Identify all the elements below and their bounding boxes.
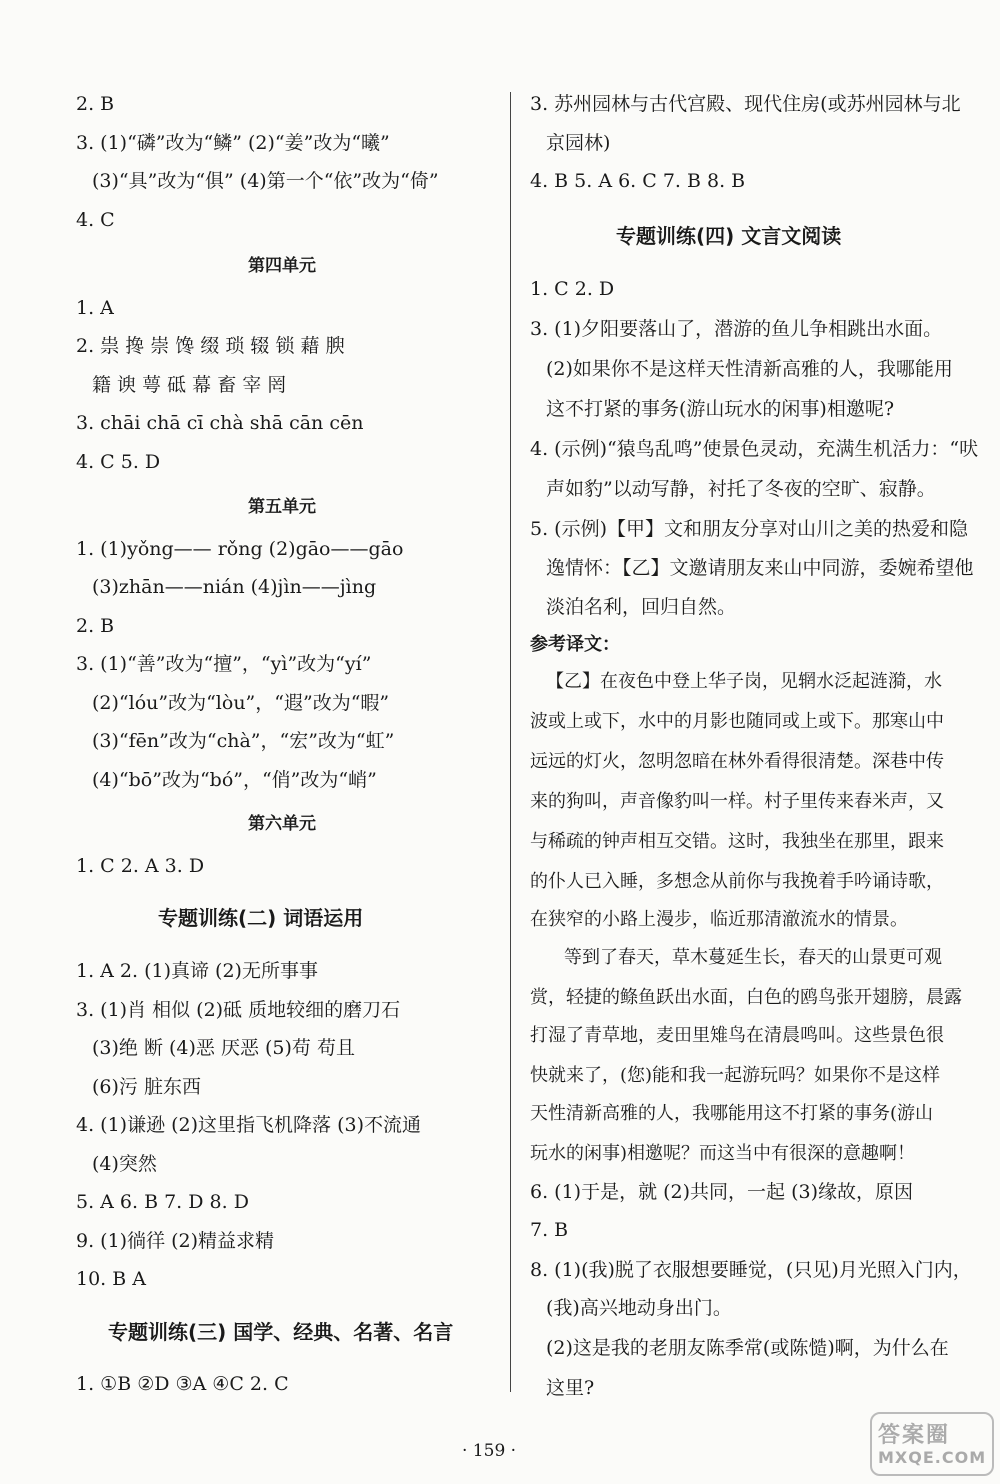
answer-line: 4. (示例)“猿鸟乱鸣”使景色灵动，充满生机活力：“吠 — [530, 438, 979, 460]
translation-line: 远远的灯火，忽明忽暗在林外看得很清楚。深巷中传 — [530, 751, 944, 772]
answer-line: 3. (1)夕阳要落山了，潜游的鱼儿争相跳出水面。 — [530, 318, 943, 340]
section-heading-topic-2: 专题训练(二) 词语运用 — [158, 906, 364, 930]
translation-line: 打湿了青草地，麦田里雉鸟在清晨鸣叫。这些景色很 — [530, 1025, 944, 1046]
answer-line: (4)突然 — [92, 1153, 157, 1175]
translation-line: 的仆人已入睡，多想念从前你与我挽着手吟诵诗歌， — [530, 871, 944, 892]
answer-line: (6)污 脏东西 — [92, 1076, 201, 1098]
answer-line: (3)绝 断 (4)恶 厌恶 (5)苟 苟且 — [92, 1037, 355, 1059]
answer-line: (4)“bō”改为“bó”，“俏”改为“峭” — [92, 769, 377, 791]
reference-translation-title: 参考译文： — [530, 634, 620, 655]
section-heading-unit-4: 第四单元 — [248, 256, 316, 276]
section-heading-unit-6: 第六单元 — [248, 814, 316, 834]
answer-line: 淡泊名利，回归自然。 — [546, 596, 737, 618]
answer-line: 7. B — [530, 1219, 569, 1241]
answer-line: (我)高兴地动身出门。 — [546, 1297, 732, 1319]
section-heading-topic-3: 专题训练(三) 国学、经典、名著、名言 — [108, 1320, 454, 1344]
answer-line: 3. chāi chā cī chà shā cān cēn — [76, 412, 364, 434]
watermark-text: 答案圈 — [878, 1423, 951, 1448]
translation-line: 赏，轻捷的鲦鱼跃出水面，白色的鸥鸟张开翅膀，晨露 — [530, 987, 962, 1008]
answer-line: 1. A — [76, 297, 114, 319]
watermark-logo — [870, 1412, 994, 1476]
answer-line: (3)“fēn”改为“chà”，“宏”改为“虹” — [92, 730, 395, 752]
watermark-url: MXQE.COM — [878, 1448, 987, 1467]
answer-line: 5. (示例)【甲】文和朋友分享对山川之美的热爱和隐 — [530, 518, 968, 540]
answer-line: 籍 谀 萼 砥 幕 畜 宰 罔 — [92, 374, 287, 396]
translation-line: 在狭窄的小路上漫步，临近那清澈流水的情景。 — [530, 909, 908, 930]
translation-line: 与稀疏的钟声相互交错。这时，我独坐在那里，跟来 — [530, 831, 944, 852]
answer-line: 这里? — [546, 1377, 595, 1399]
answer-line: 1. ①B ②D ③A ④C 2. C — [76, 1373, 289, 1395]
column-divider — [510, 92, 511, 1392]
answer-line: 2. B — [76, 93, 115, 115]
answer-line: 1. A 2. (1)真谛 (2)无所事事 — [76, 960, 318, 982]
answer-line: (3)“具”改为“俱” (4)第一个“依”改为“倚” — [92, 170, 439, 192]
answer-line: 10. B A — [76, 1268, 146, 1290]
answer-line: 1. C 2. A 3. D — [76, 855, 205, 877]
translation-line: 快就来了，(您)能和我一起游玩吗？如果你不是这样 — [530, 1065, 941, 1086]
answer-line: 声如豹”以动写静，衬托了冬夜的空旷、寂静。 — [546, 478, 936, 500]
answer-line: 3. (1)肖 相似 (2)砥 质地较细的磨刀石 — [76, 999, 401, 1021]
answer-line: 京园林) — [546, 132, 611, 154]
answer-line: 5. A 6. B 7. D 8. D — [76, 1191, 249, 1213]
answer-line: (3)zhān——nián (4)jìn——jìng — [92, 576, 377, 598]
translation-line: 等到了春天，草木蔓延生长，春天的山景更可观 — [564, 947, 942, 968]
answer-line: 4. C 5. D — [76, 451, 161, 473]
answer-line: 1. (1)yǒng—— rǒng (2)gāo——gāo — [76, 538, 404, 560]
answer-line: 2. 祟 搀 崇 馋 缀 琐 辍 锁 藉 腴 — [76, 335, 345, 357]
answer-line: 4. B 5. A 6. C 7. B 8. B — [530, 170, 746, 192]
answer-line: (2)“lóu”改为“lòu”，“遐”改为“暇” — [92, 692, 390, 714]
answer-line: 3. 苏州园林与古代宫殿、现代住房(或苏州园林与北 — [530, 93, 961, 115]
answer-line: 4. C — [76, 209, 115, 231]
answer-line: 3. (1)“善”改为“擅”，“yì”改为“yí” — [76, 653, 372, 675]
answer-line: 1. C 2. D — [530, 278, 615, 300]
section-heading-topic-4: 专题训练(四) 文言文阅读 — [616, 224, 842, 248]
translation-line: 来的狗叫，声音像豹叫一样。村子里传来舂米声，又 — [530, 791, 944, 812]
answer-line: 这不打紧的事务(游山玩水的闲事)相邀呢? — [546, 398, 895, 420]
answer-line: (2)如果你不是这样天性清新高雅的人，我哪能用 — [546, 358, 953, 380]
translation-line: 玩水的闲事)相邀呢？而这当中有很深的意趣啊！ — [530, 1143, 916, 1164]
answer-line: 3. (1)“磷”改为“鳞” (2)“姜”改为“曦” — [76, 132, 390, 154]
page-number: · 159 · — [462, 1441, 517, 1461]
answer-line: 逸情怀：【乙】文邀请朋友来山中同游，委婉希望他 — [546, 557, 974, 579]
section-heading-unit-5: 第五单元 — [248, 497, 316, 517]
answer-line: 6. (1)于是，就 (2)共同，一起 (3)缘故，原因 — [530, 1181, 913, 1203]
answer-line: 9. (1)徜徉 (2)精益求精 — [76, 1230, 275, 1252]
answer-line: (2)这是我的老朋友陈季常(或陈慥)啊，为什么在 — [546, 1337, 949, 1359]
answer-line: 4. (1)谦逊 (2)这里指飞机降落 (3)不流通 — [76, 1114, 421, 1136]
answer-line: 2. B — [76, 615, 115, 637]
answer-line: 8. (1)(我)脱了衣服想要睡觉，(只见)月光照入门内， — [530, 1259, 972, 1281]
translation-line: 天性清新高雅的人，我哪能用这不打紧的事务(游山 — [530, 1103, 934, 1124]
translation-line: 波或上或下，水中的月影也随同或上或下。那寒山中 — [530, 711, 944, 732]
translation-line: 【乙】在夜色中登上华子岗，见辋水泛起涟漪，水 — [546, 671, 942, 692]
